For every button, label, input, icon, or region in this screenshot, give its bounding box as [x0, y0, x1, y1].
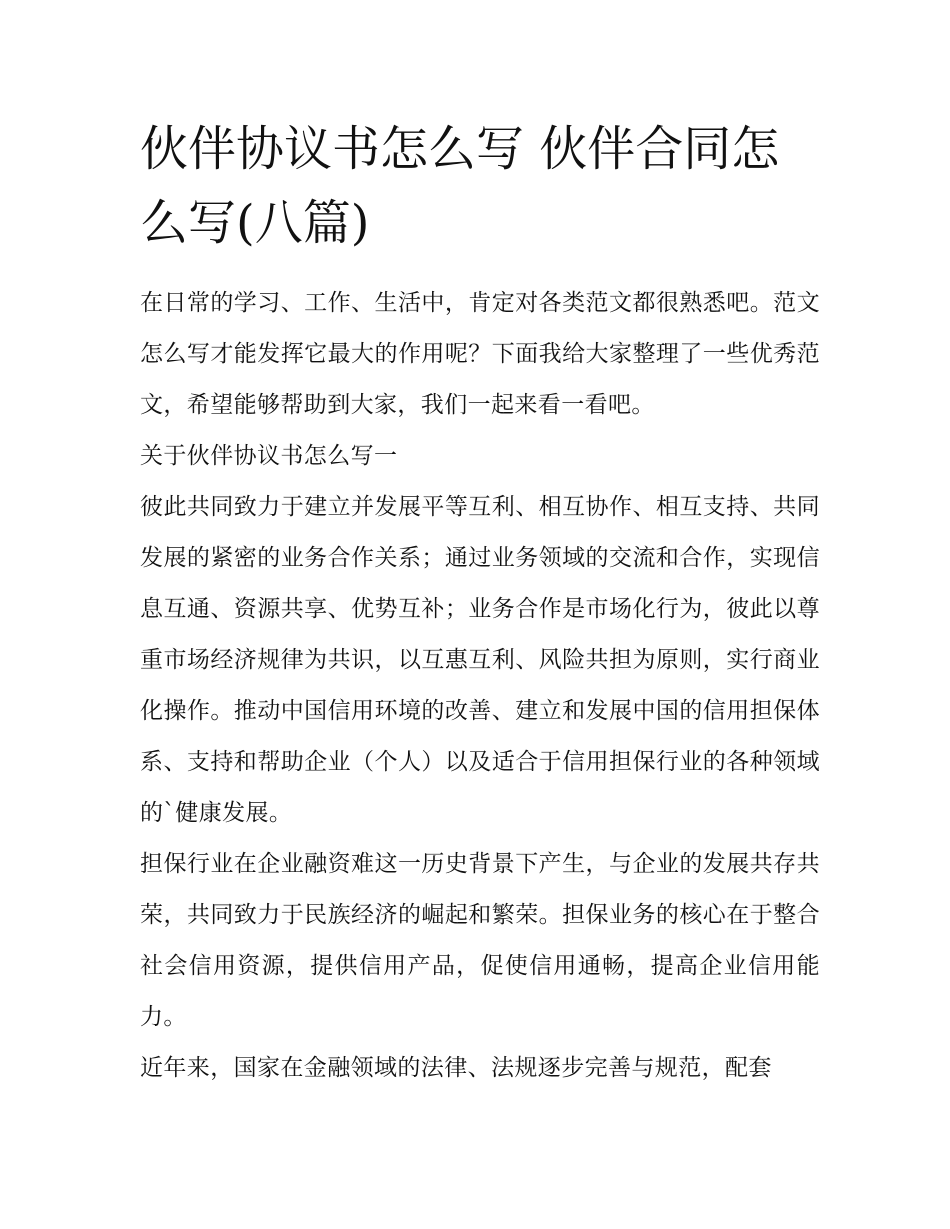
body-paragraph: 担保行业在企业融资难这一历史背景下产生，与企业的发展共存共荣，共同致力于民族经济的崛起和繁荣。担保业务的核心在于整合社会信用资源，提供信用产品，促使信用通畅，提高企业信用能力。: [140, 851, 820, 1030]
section-heading: 关于伙伴协议书怎么写一: [140, 443, 398, 469]
body-paragraph: 彼此共同致力于建立并发展平等互利、相互协作、相互支持、共同发展的紧密的业务合作关系；通过业务领域的交流和合作，实现信息互通、资源共享、优势互补；业务合作是市场化行为，彼此以尊重市场经济规律为共识，以互惠互利、风险共担为原则，实行商业化操作。推动中国信用环境的改善、建立和发展中国的信用担保体系、支持和帮助企业（个人）以及适合于信用担保行业的各种领域的`健康发展。: [140, 494, 820, 826]
intro-paragraph: 在日常的学习、工作、生活中，肯定对各类范文都很熟悉吧。范文怎么写才能发挥它最大的作用呢？下面我给大家整理了一些优秀范文，希望能够帮助到大家，我们一起来看一看吧。: [140, 290, 820, 418]
body-paragraph: 近年来，国家在金融领域的法律、法规逐步完善与规范，配套: [140, 1055, 772, 1081]
document-title: 伙伴协议书怎么写 伙伴合同怎么写(八篇): [140, 121, 780, 251]
